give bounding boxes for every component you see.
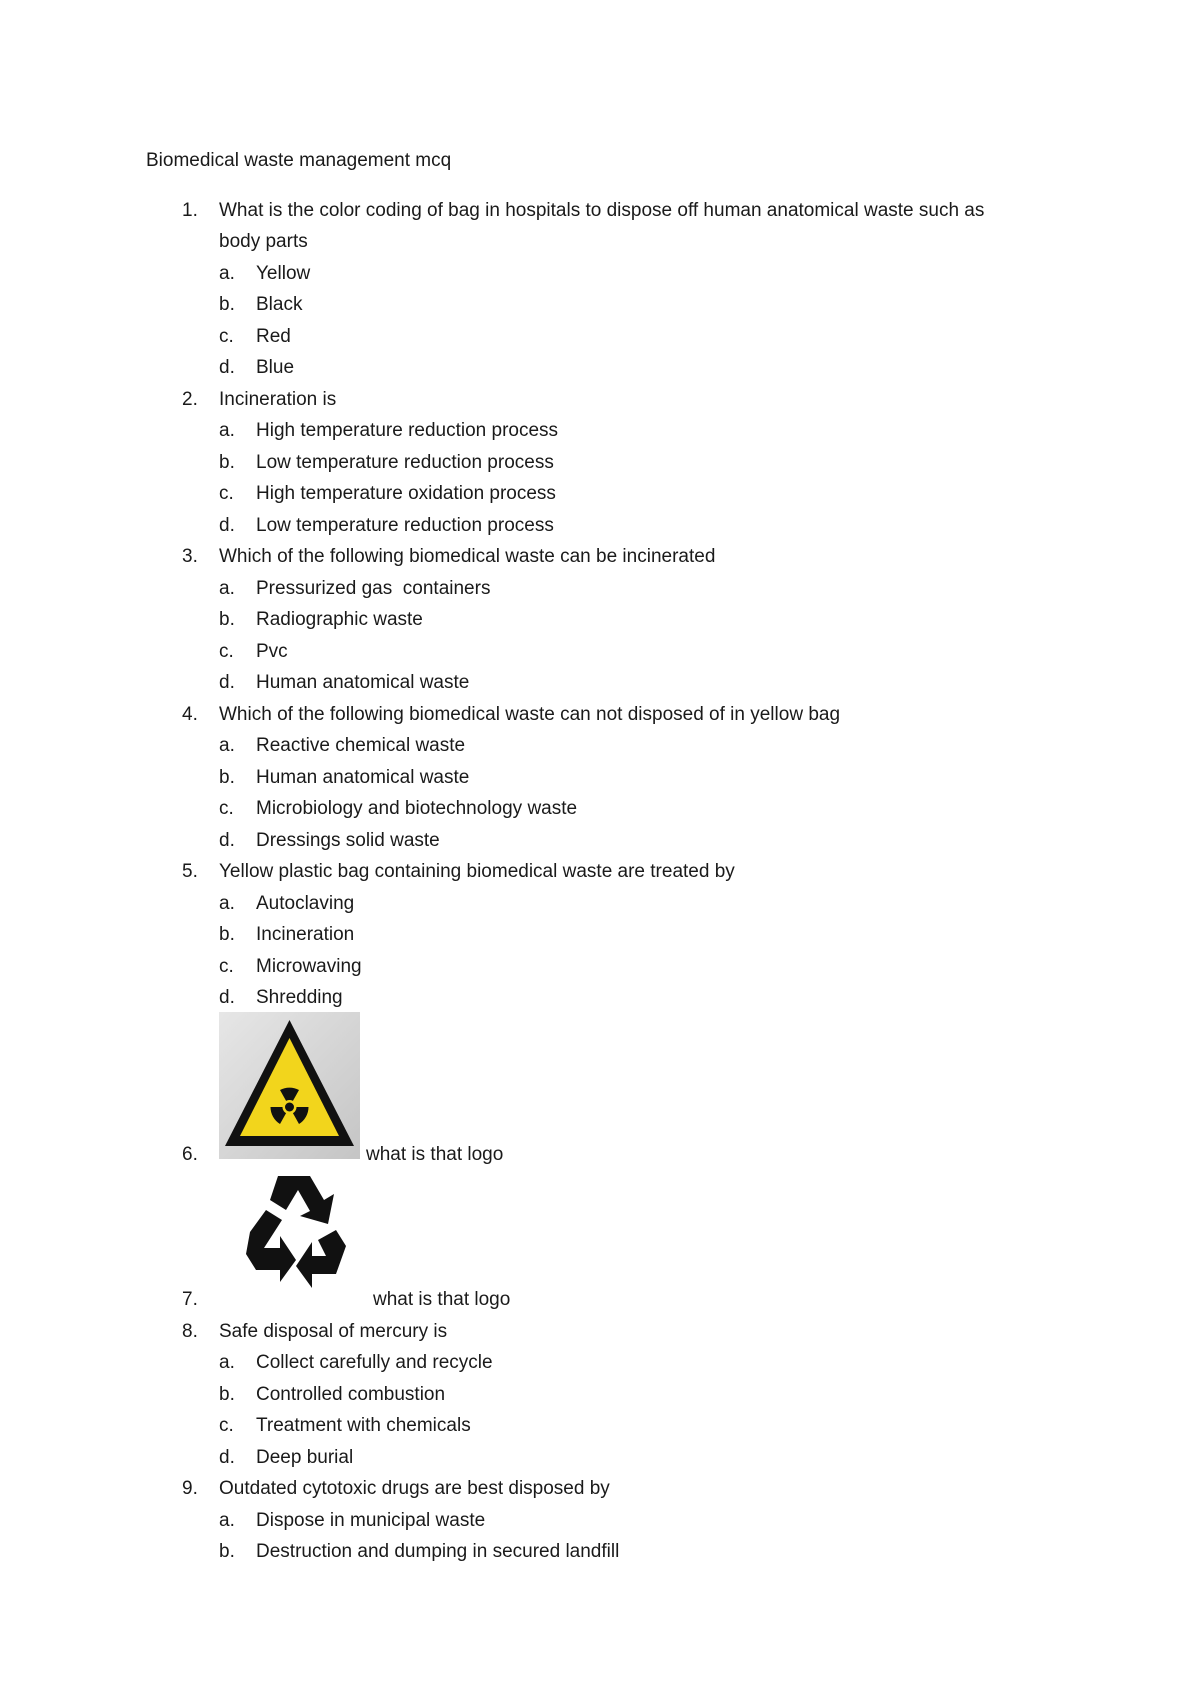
option-letter: a. (219, 1510, 235, 1531)
question-number: 8. (182, 1321, 198, 1342)
option-text: Shredding (256, 987, 343, 1008)
option-letter: c. (219, 798, 234, 819)
option-text: Reactive chemical waste (256, 735, 466, 756)
option-text: Dispose in municipal waste (256, 1510, 486, 1531)
option-text: Blue (256, 357, 295, 378)
option-text: Low temperature reduction process (256, 452, 554, 473)
option-letter: d. (219, 357, 235, 378)
question-text: Which of the following biomedical waste can not disposed of in yellow bag (219, 704, 841, 725)
option-letter: c. (219, 483, 234, 504)
option-text: Destruction and dumping in secured landfill (256, 1541, 620, 1562)
option-text: Collect carefully and recycle (256, 1352, 493, 1373)
option-text: Incineration (256, 924, 355, 945)
option-letter: a. (219, 263, 235, 284)
option-letter: a. (219, 420, 235, 441)
question-number: 6. (182, 1144, 198, 1165)
option-letter: b. (219, 452, 235, 473)
option-text: Deep burial (256, 1447, 354, 1468)
question-text: What is the color coding of bag in hospitals to dispose off human anatomical waste such as (219, 200, 985, 221)
option-letter: d. (219, 987, 235, 1008)
option-text: Controlled combustion (256, 1384, 446, 1405)
question-number: 9. (182, 1478, 198, 1499)
question-text: Yellow plastic bag containing biomedical waste are treated by (219, 861, 735, 882)
option-text: Treatment with chemicals (256, 1415, 471, 1436)
question-text: Safe disposal of mercury is (219, 1321, 448, 1342)
option-text: Microwaving (256, 956, 362, 977)
question-number: 2. (182, 389, 198, 410)
option-text: Pressurized gas containers (256, 578, 491, 599)
option-text: Microbiology and biotechnology waste (256, 798, 578, 819)
option-text: Low temperature reduction process (256, 515, 554, 536)
question-number: 5. (182, 861, 198, 882)
option-text: High temperature oxidation process (256, 483, 556, 504)
question-number: 1. (182, 200, 198, 221)
option-letter: c. (219, 956, 234, 977)
question-text: Which of the following biomedical waste can be incinerated (219, 546, 716, 567)
option-text: High temperature reduction process (256, 420, 559, 441)
question-text: Outdated cytotoxic drugs are best disposed by (219, 1478, 610, 1499)
option-letter: d. (219, 515, 235, 536)
option-text: Pvc (256, 641, 288, 662)
option-text: Human anatomical waste (256, 672, 470, 693)
question-text-continued: body parts (219, 231, 308, 252)
option-letter: c. (219, 326, 234, 347)
option-letter: a. (219, 735, 235, 756)
question-text: what is that logo (373, 1289, 511, 1310)
option-letter: b. (219, 924, 235, 945)
recycle-icon (240, 1170, 350, 1296)
option-letter: c. (219, 1415, 234, 1436)
option-letter: d. (219, 1447, 235, 1468)
option-text: Radiographic waste (256, 609, 423, 630)
option-letter: b. (219, 1541, 235, 1562)
option-letter: d. (219, 830, 235, 851)
option-letter: a. (219, 578, 235, 599)
option-letter: b. (219, 294, 235, 315)
option-letter: a. (219, 893, 235, 914)
option-letter: d. (219, 672, 235, 693)
option-text: Black (256, 294, 303, 315)
question-text: Incineration is (219, 389, 337, 410)
option-text: Yellow (256, 263, 311, 284)
radiation-warning-icon (219, 1012, 360, 1159)
document-title: Biomedical waste management mcq (146, 150, 452, 171)
question-number: 3. (182, 546, 198, 567)
option-letter: c. (219, 641, 234, 662)
option-text: Autoclaving (256, 893, 355, 914)
option-text: Red (256, 326, 291, 347)
option-text: Dressings solid waste (256, 830, 440, 851)
question-number: 4. (182, 704, 198, 725)
option-letter: b. (219, 609, 235, 630)
option-letter: a. (219, 1352, 235, 1373)
option-letter: b. (219, 767, 235, 788)
question-number: 7. (182, 1289, 198, 1310)
option-letter: b. (219, 1384, 235, 1405)
option-text: Human anatomical waste (256, 767, 470, 788)
question-text: what is that logo (366, 1144, 504, 1165)
